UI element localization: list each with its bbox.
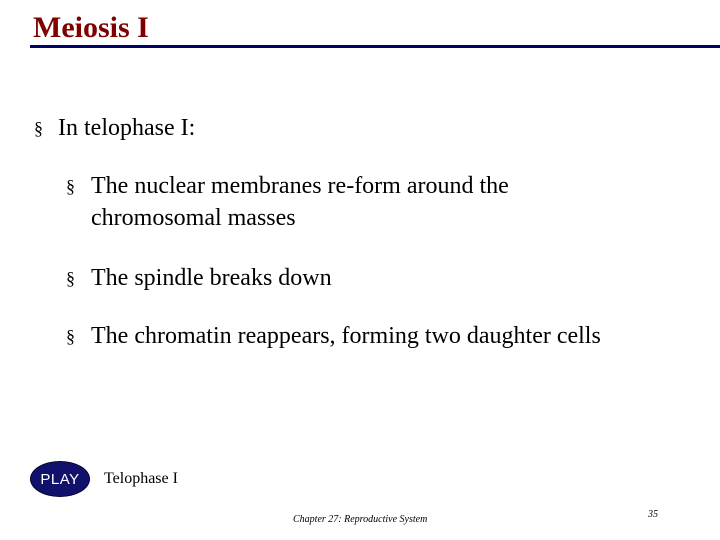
slide-footer: Chapter 27: Reproductive System (293, 514, 428, 525)
bullet-main (34, 112, 634, 144)
bullet-marker-icon: § (66, 268, 75, 288)
bullet-sub-2 (66, 262, 626, 294)
slide-title: Meiosis I (33, 11, 149, 44)
bullet-sub-3-text: The chromatin reappears, forming two daughter cells (91, 323, 601, 349)
bullet-marker-icon: § (66, 176, 75, 196)
bullet-sub-1-text: The nuclear membranes re-form around the chromosomal masses (91, 173, 509, 231)
bullet-sub-3 (66, 320, 666, 352)
bullet-marker-icon: § (66, 326, 75, 346)
play-button-label: PLAY (40, 470, 80, 488)
bullet-sub-2-text: The spindle breaks down (91, 265, 332, 291)
bullet-marker-icon: § (34, 118, 43, 138)
page-number: 35 (648, 509, 658, 520)
title-underline (30, 45, 720, 48)
bullet-main-text: In telophase I: (58, 115, 196, 141)
bullet-sub-1 (66, 170, 626, 234)
animation-label: Telophase I (104, 470, 178, 487)
play-button[interactable] (30, 461, 90, 497)
